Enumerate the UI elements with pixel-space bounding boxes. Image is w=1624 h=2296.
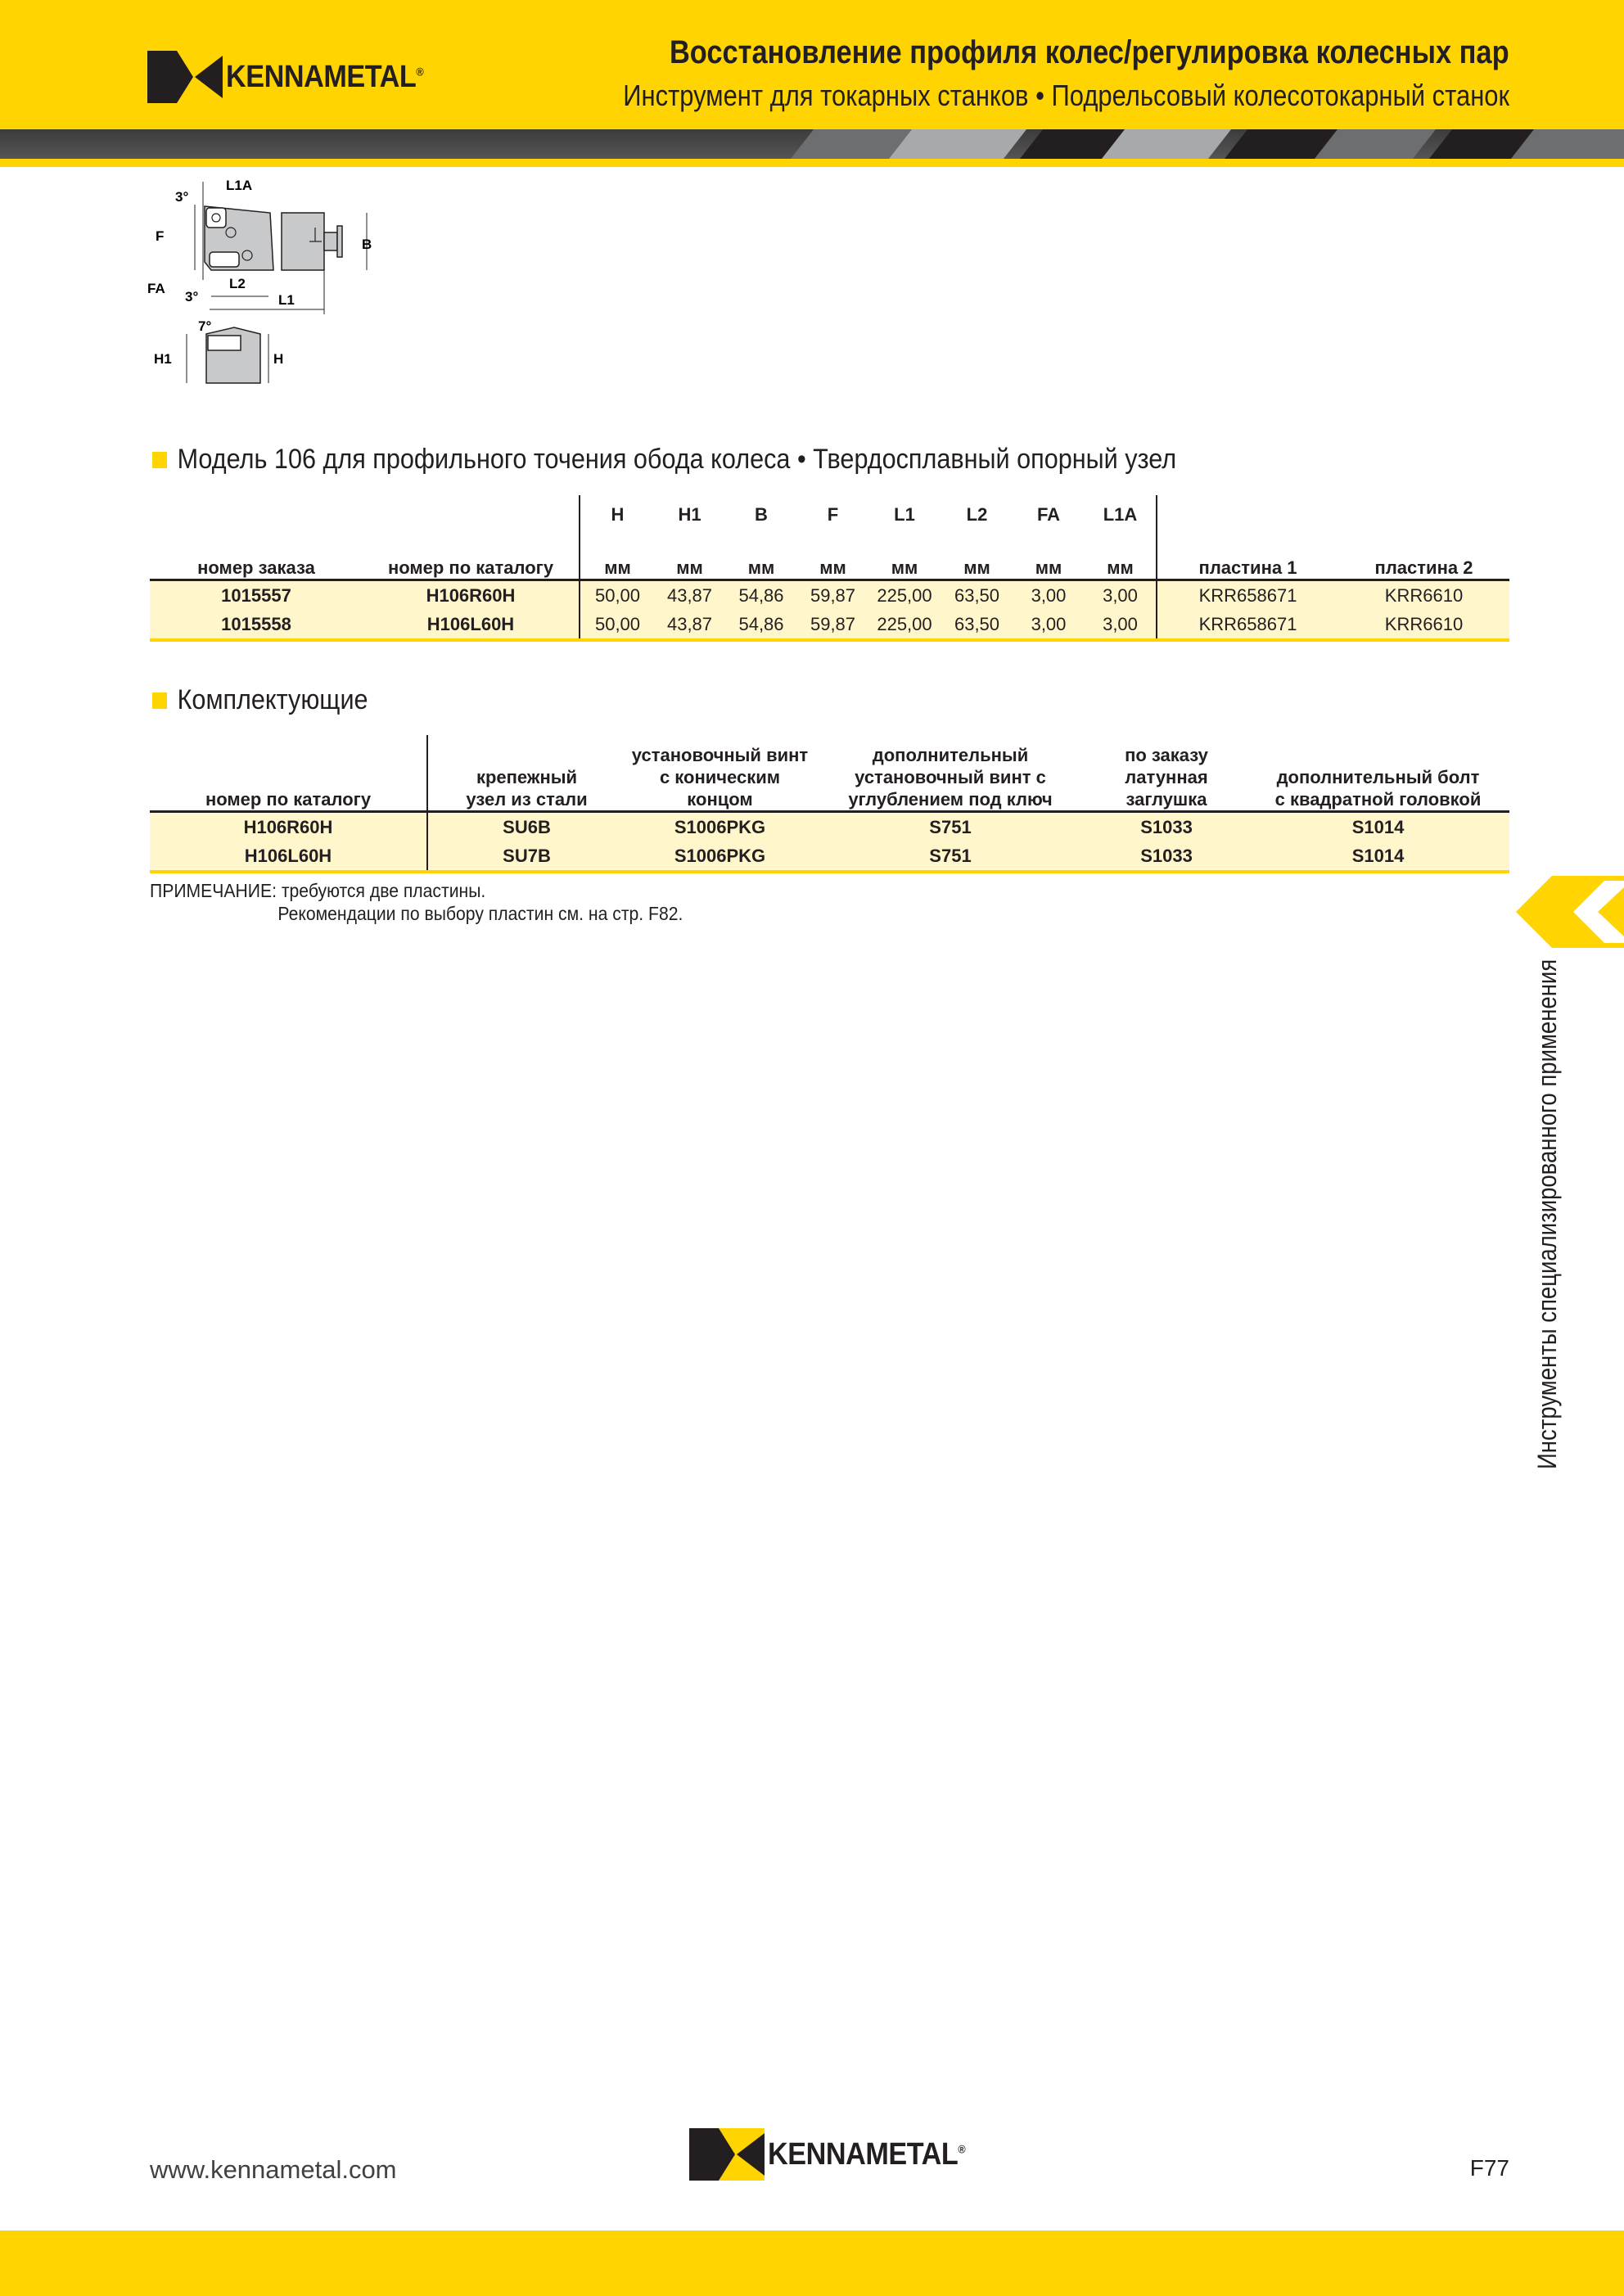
brand-name: KENNAMETAL: [768, 2136, 959, 2172]
header-stripe: [0, 129, 1624, 159]
cell-brass-plug: S1033: [1086, 841, 1247, 872]
diagram-label-h1: H1: [154, 351, 172, 367]
header-line: заглушка: [1126, 789, 1207, 810]
diagram-label-l1: L1: [278, 292, 295, 308]
tool-diagram: [146, 174, 391, 390]
col-insert2: пластина 2: [1338, 554, 1509, 580]
footer-band: [0, 2231, 1624, 2296]
diagram-label-h: H: [273, 351, 284, 367]
cell-catalog: H106L60H: [150, 841, 427, 872]
table-row: [150, 812, 1509, 842]
cell-dim: 225,00: [868, 610, 941, 640]
col-h1: H1: [678, 504, 701, 525]
diagram-label-f: F: [156, 228, 165, 244]
header-line: дополнительный: [872, 745, 1029, 765]
table-row: [150, 610, 1509, 640]
diagram-label-angle7: 7°: [198, 318, 212, 334]
header-underline: [0, 159, 1624, 167]
cell-insert2: KRR6610: [1338, 610, 1509, 640]
diagram-label-b: B: [362, 237, 372, 252]
cell-extra-screw: S751: [814, 812, 1086, 842]
section1-title: Модель 106 для профильного точения обода колеса • Твердосплавный опорный узел: [177, 444, 1177, 475]
section2-title: Комплектующие: [177, 684, 368, 715]
side-tab-label: Инструменты специализированного применения: [1532, 959, 1562, 1469]
cell-dim: 3,00: [1085, 580, 1157, 611]
cell-square-bolt: S1014: [1247, 812, 1509, 842]
cell-dim: 59,87: [798, 580, 868, 611]
header-line: установочный винт: [631, 745, 809, 765]
brand-name: KENNAMETAL: [226, 59, 417, 94]
col-l1a: L1A: [1103, 504, 1138, 525]
cell-clamp: SU7B: [427, 841, 625, 872]
note-line1: ПРИМЕЧАНИЕ: требуются две пластины.: [150, 880, 486, 901]
unit-h1: мм: [655, 554, 724, 580]
page-number: F77: [1469, 2155, 1509, 2181]
table-row: [150, 841, 1509, 872]
footer-url[interactable]: www.kennametal.com: [150, 2155, 397, 2184]
cell-order: 1015558: [150, 610, 363, 640]
unit-l1: мм: [868, 554, 941, 580]
diagram-label-l1a: L1A: [226, 178, 253, 193]
header-line: номер по каталогу: [205, 789, 372, 810]
unit-h: мм: [580, 554, 655, 580]
kennametal-k-icon: [147, 51, 223, 103]
cell-dim: 63,50: [941, 580, 1013, 611]
cell-dim: 50,00: [580, 610, 655, 640]
diagram-label-angle3-bottom: 3°: [185, 289, 199, 304]
diagram-label-l2: L2: [229, 276, 246, 291]
col-square-bolt: [1247, 735, 1509, 812]
cell-clamp: SU6B: [427, 812, 625, 842]
cell-catalog: H106R60H: [150, 812, 427, 842]
cell-insert1: KRR658671: [1157, 610, 1338, 640]
cell-square-bolt: S1014: [1247, 841, 1509, 872]
cell-dim: 59,87: [798, 610, 868, 640]
header-line: крепежный: [476, 767, 578, 787]
cell-dim: 43,87: [655, 610, 724, 640]
header-line: по заказу: [1125, 745, 1208, 765]
unit-fa: мм: [1013, 554, 1085, 580]
cell-dim: 3,00: [1013, 610, 1085, 640]
accessories-table: [150, 735, 1509, 873]
brand-trademark: ®: [958, 2141, 966, 2155]
diagram-label-angle3-top: 3°: [175, 189, 189, 205]
cell-insert1: KRR658671: [1157, 580, 1338, 611]
section-bullet-icon: [152, 452, 167, 468]
col-set-screw: [625, 735, 814, 812]
header-line: с квадратной головкой: [1274, 789, 1482, 810]
cell-catalog: H106R60H: [363, 580, 580, 611]
unit-b: мм: [724, 554, 798, 580]
table-row: [150, 580, 1509, 611]
page-title: Восстановление профиля колес/регулировка колесных пар: [670, 34, 1509, 70]
unit-f: мм: [798, 554, 868, 580]
header-line: дополнительный болт: [1276, 767, 1480, 787]
kennametal-k-icon: [689, 2128, 765, 2181]
note: [150, 879, 683, 925]
col-brass-plug: [1086, 735, 1247, 812]
col-insert1: пластина 1: [1157, 554, 1338, 580]
page-subtitle: Инструмент для токарных станков • Подрельсовый колесотокарный станок: [623, 79, 1509, 112]
header-line: углублением под ключ: [848, 789, 1053, 810]
col-l1: L1: [894, 504, 915, 525]
header-line: установочный винт с: [855, 767, 1046, 787]
cell-dim: 54,86: [724, 580, 798, 611]
cell-dim: 225,00: [868, 580, 941, 611]
cell-set-screw: S1006PKG: [625, 812, 814, 842]
col-clamp-assembly: [427, 735, 625, 812]
header-line: с коническим: [659, 767, 781, 787]
header-line: узел из стали: [466, 789, 588, 810]
col-l2: L2: [966, 504, 988, 525]
col-catalog-number: [150, 735, 427, 812]
note-line2: Рекомендации по выбору пластин см. на стр. F82.: [277, 903, 683, 924]
section-bullet-icon: [152, 692, 167, 709]
cell-order: 1015557: [150, 580, 363, 611]
cell-dim: 3,00: [1013, 580, 1085, 611]
cell-catalog: H106L60H: [363, 610, 580, 640]
cell-brass-plug: S1033: [1086, 812, 1247, 842]
brand-trademark: ®: [416, 64, 424, 78]
section1-heading: [152, 444, 1176, 476]
footer-logo: [689, 2128, 987, 2181]
section1-table: [150, 495, 1509, 642]
col-b: B: [755, 504, 768, 525]
section2-heading: [152, 684, 368, 716]
cell-dim: 50,00: [580, 580, 655, 611]
unit-l1a: мм: [1085, 554, 1157, 580]
col-f: F: [827, 504, 839, 525]
header-line: концом: [687, 789, 753, 810]
side-tab-chevron-icon[interactable]: [1516, 876, 1624, 948]
cell-dim: 54,86: [724, 610, 798, 640]
cell-insert2: KRR6610: [1338, 580, 1509, 611]
col-h: H: [580, 495, 655, 535]
col-fa: FA: [1036, 504, 1061, 525]
diagram-label-fa: FA: [147, 281, 165, 296]
cell-dim: 3,00: [1085, 610, 1157, 640]
cell-set-screw: S1006PKG: [625, 841, 814, 872]
cell-extra-screw: S751: [814, 841, 1086, 872]
cell-dim: 63,50: [941, 610, 1013, 640]
cell-dim: 43,87: [655, 580, 724, 611]
header-logo: [147, 51, 445, 103]
col-order-number: номер заказа: [150, 554, 363, 580]
unit-l2: мм: [941, 554, 1013, 580]
col-extra-set-screw: [814, 735, 1086, 812]
header-line: латунная: [1125, 767, 1208, 787]
col-catalog-number: номер по каталогу: [363, 554, 580, 580]
